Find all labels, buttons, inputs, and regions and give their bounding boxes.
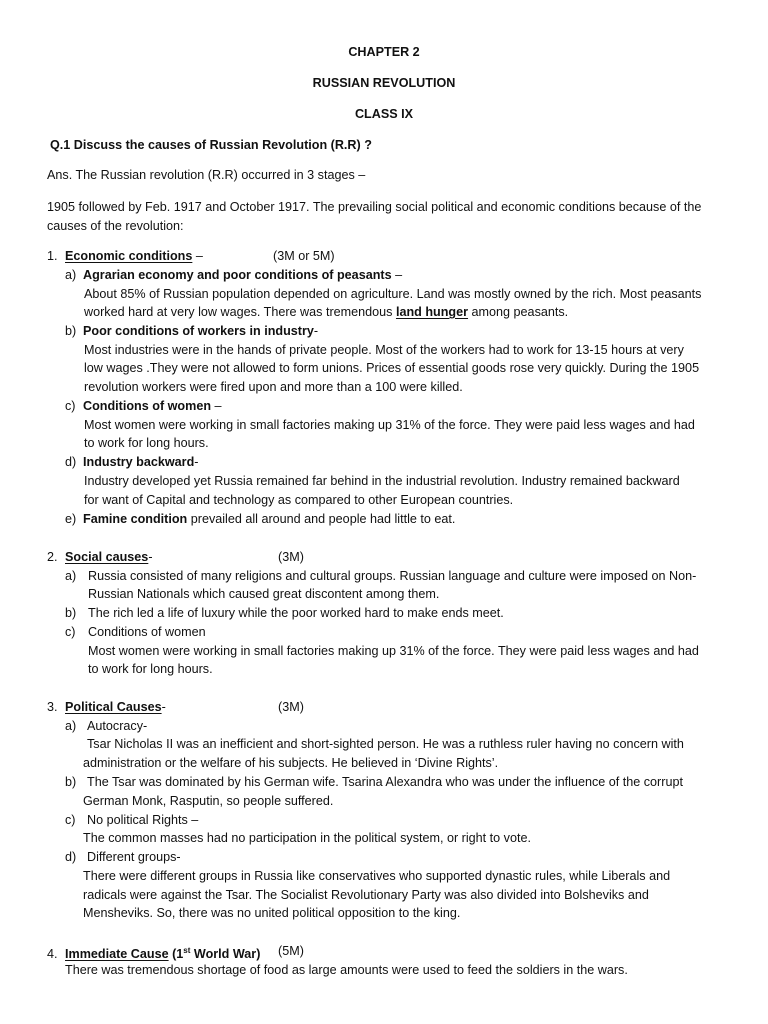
list-item [65,510,455,528]
section-heading [47,698,166,716]
item-text-segment: Conditions of women [88,625,206,639]
item-text-segment: worked hard at very low wages. There was tremendous [84,305,396,319]
page-title: RUSSIAN REVOLUTION [312,76,456,90]
section-title: Social causes [65,550,149,564]
list-item [65,567,696,585]
item-letter: c) [65,813,76,827]
item-text-segment: The Tsar was dominated by his German wife. Tsarina Alexandra who was under the influence of the corrupt [87,775,683,789]
list-item [65,717,147,735]
section-heading [47,548,153,566]
answer-paragraph-line: causes of the revolution: [47,219,184,233]
item-text-segment: Russia consisted of many religions and cultural groups. Russian language and culture were imposed on Non- [88,569,697,583]
item-text-segment: Different groups- [87,850,181,864]
section-marks: (5M) [278,944,304,958]
item-text-line: low wages .They were not allowed to form unions. Prices of essential goods rose very quickly. During the 1905 [84,361,700,375]
list-item [65,811,198,829]
item-text-line: Most industries were in the hands of private people. Most of the workers had to work for 13-15 hours at very [84,343,684,357]
item-letter: b) [65,775,77,789]
item-letter: a) [65,719,77,733]
section-title-tail: (1 [168,947,184,962]
section-title: Immediate Cause [65,947,169,962]
item-text-line: to work for long hours. [88,662,213,676]
item-text-line: radicals were against the Tsar. The Socialist Revolutionary Party was also divided into Bolsheviks and [83,888,649,902]
list-item [65,266,402,284]
item-heading-suffix: - [194,455,199,469]
section-title-suffix: – [192,249,203,263]
section-title: Economic conditions [65,249,193,263]
answer-intro: Ans. The Russian revolution (R.R) occurred in 3 stages – [47,168,366,182]
item-text-line: About 85% of Russian population depended on agriculture. Land was mostly owned by the rich. Most peasants [84,287,702,301]
section-heading [47,942,260,963]
item-letter: d) [65,850,77,864]
item-letter: b) [65,606,77,620]
section-marks: (3M) [278,550,304,564]
item-heading: Conditions of women [83,399,212,413]
item-heading: Agrarian economy and poor conditions of peasants [83,268,392,282]
section-heading [47,247,203,265]
section-marks: (3M) [278,700,304,714]
list-item [65,453,198,471]
item-text-line: for want of Capital and technology as compared to other European countries. [84,493,514,507]
item-heading-suffix: - [313,324,319,338]
section-number: 1. [47,249,58,263]
item-text-segment: No political Rights – [87,813,199,827]
item-heading: Industry backward [83,455,195,469]
item-text-line: administration or the welfare of his subjects. He believed in ‘Divine Rights’. [83,756,499,770]
section-number: 4. [47,947,58,962]
item-letter: a) [65,268,77,282]
item-text-line: There was tremendous shortage of food as large amounts were used to feed the soldiers in the wars. [65,963,628,977]
section-title-tail: World War) [190,947,261,962]
section-number: 3. [47,700,58,714]
list-item [65,623,206,641]
item-heading: Poor conditions of workers in industry [83,324,314,338]
answer-paragraph-line: 1905 followed by Feb. 1917 and October 1917. The prevailing social political and economic conditions because of the [47,200,702,214]
superscript: st [183,946,191,955]
item-text-line: There were different groups in Russia like conservatives who supported dynastic rules, while Liberals and [83,869,671,883]
list-item [65,397,222,415]
section-title: Political Causes [65,700,162,714]
item-text-line: Mensheviks. So, there was no united political opposition to the king. [83,906,461,920]
class-label: CLASS IX [354,107,414,121]
item-text-line: Tsar Nicholas II was an inefficient and short-sighted person. He was a ruthless ruler having no concern with [87,737,684,751]
chapter-label: CHAPTER 2 [348,45,420,59]
item-text-segment: Autocracy- [87,719,148,733]
section-marks: (3M or 5M) [273,249,335,263]
item-text-line: German Monk, Rasputin, so people suffered. [83,794,334,808]
item-text-line: Industry developed yet Russia remained far behind in the industrial revolution. Industry remained backward [84,474,680,488]
item-text-line: Most women were working in small factories making up 31% of the force. They were paid less wages and had [88,644,699,658]
item-letter: c) [65,399,76,413]
item-text-segment: prevailed all around and people had little to eat. [187,512,456,526]
list-item [65,604,504,622]
item-letter: e) [65,512,77,526]
list-item [65,773,683,791]
list-item [65,848,181,866]
item-heading-suffix: – [391,268,403,282]
section-number: 2. [47,550,58,564]
emphasis-text: land hunger [395,305,469,319]
item-text-line: Russian Nationals which caused great discontent among them. [88,587,440,601]
question-text: Q.1 Discuss the causes of Russian Revolution (R.R) ? [50,138,372,152]
item-text-segment: among peasants. [468,305,569,319]
section-title-suffix: - [148,550,153,564]
item-heading-suffix: – [211,399,222,413]
item-heading: Famine condition [83,512,188,526]
item-letter: d) [65,455,77,469]
item-text-line: revolution workers were fired upon and more than a 100 were killed. [84,380,463,394]
item-text-line: to work for long hours. [84,436,209,450]
section-title-suffix: - [161,700,166,714]
item-letter: a) [65,569,77,583]
item-text-line [84,303,568,321]
item-text-line: Most women were working in small factories making up 31% of the force. They were paid less wages and had [84,418,695,432]
item-text-segment: The rich led a life of luxury while the poor worked hard to make ends meet. [88,606,504,620]
item-letter: b) [65,324,77,338]
list-item [65,322,318,340]
item-text-line: The common masses had no participation in the political system, or right to vote. [83,831,531,845]
item-letter: c) [65,625,76,639]
